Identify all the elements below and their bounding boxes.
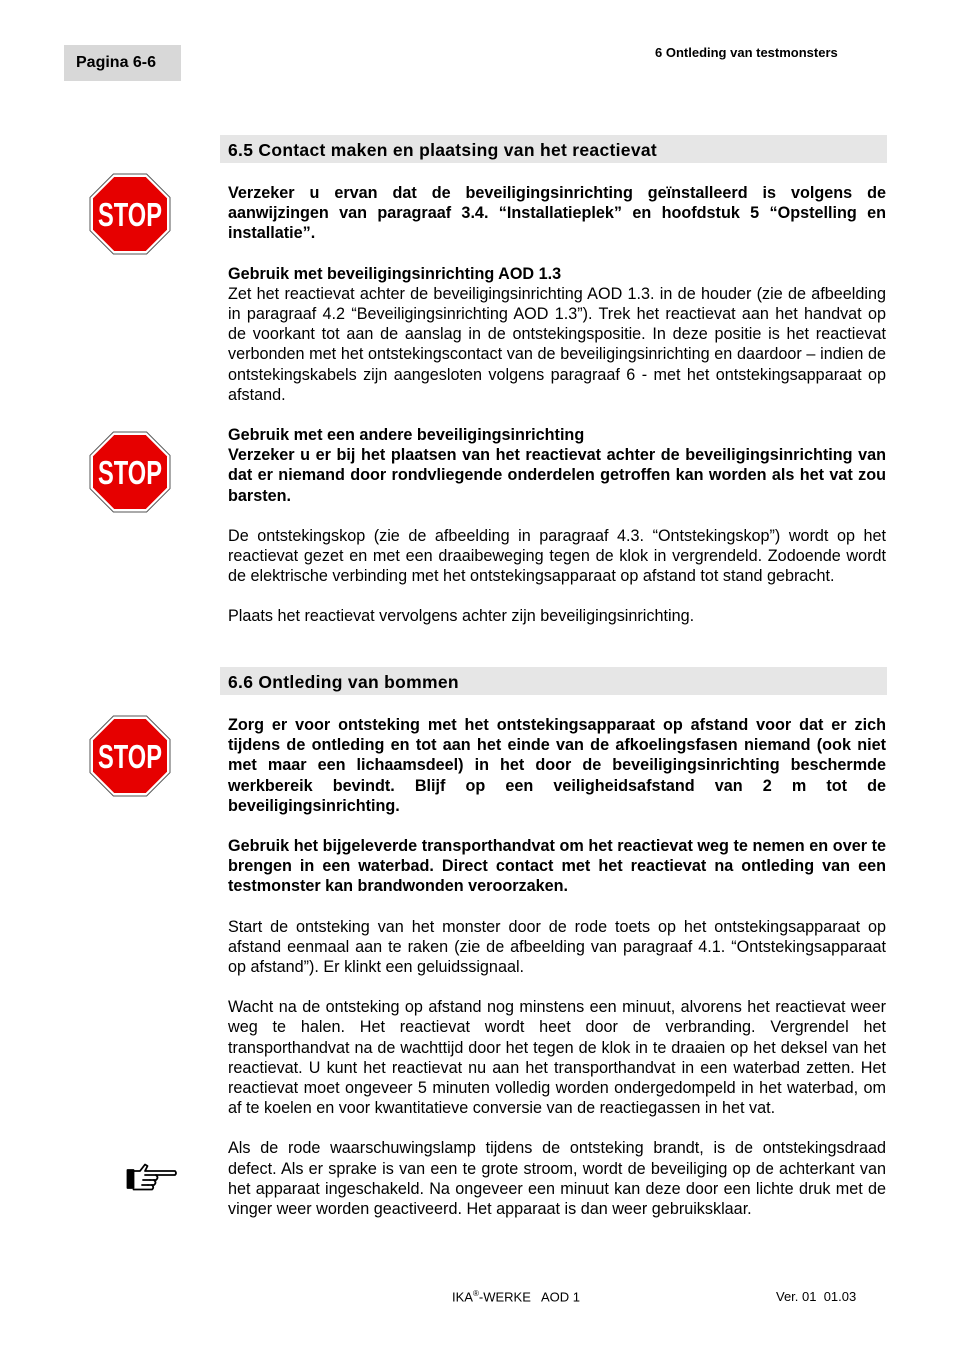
footer-version: Ver. 01 01.03: [776, 1289, 857, 1304]
warning-burns: Gebruik het bijgeleverde transporthandvat om het reactievat weg te nemen en over te brengen in een waterbad. Direct contact met het reactievat na ontleding van een testmonster kan brandwonden veroorzaken.: [228, 837, 886, 896]
paragraph-ignition-head: De ontstekingskop (zie de afbeelding in paragraaf 4.3. “Ontstekingskop”) wordt op het reactievat gezet en met een draaibeweging tegen de klok in vergrendeld. Zodoende wordt de elektrische verbinding met het ontstekingsapparaat op afstand tot stand gebracht.: [228, 526, 886, 586]
page-label: Pagina 6-6: [64, 45, 181, 81]
section-6-6-content: [228, 715, 886, 1219]
paragraph-place-vessel: Plaats het reactievat vervolgens achter zijn beveiligingsinrichting.: [228, 607, 695, 626]
paragraph-wait: Wacht na de ontsteking op afstand nog minstens een minuut, alvorens het reactievat weer weg te halen. Het reactievat wordt heet door de verbranding. Vergrendel het transporthandvat na de wachttijd door het tegen de klok in te draaien op het deksel van het reactievat. U kunt het reactievat nu aan het transporthandvat in een waterbad zetten. Het reactievat moet ongeveer 5 minuten volledig worden ondergedompeld in het waterbad, om af te koelen en voor kwantitatieve conversie van de reactiegassen in het vat.: [228, 998, 886, 1118]
subheading-aod: Gebruik met beveiligingsinrichting AOD 1.3: [228, 264, 562, 283]
subheading-other-device: Gebruik met een andere beveiligingsinrichting: [228, 426, 585, 445]
stop-sign-icon: [90, 174, 170, 254]
warning-remote-ignition: Zorg er voor ontsteking met het ontstekingsapparaat op afstand voor dat er zich tijdens de ontleding en tot aan het einde van de afkoelingsfasen niemand (ook niet met maar een lichaamsdeel) in het door de beveiligingsinrichting beschermde werkbereik bevindt. Blijf op een veiligheidsafstand van 2 m tot de beveiligingsinrichting.: [228, 716, 886, 815]
footer-model: -WERKE AOD 1: [478, 1289, 581, 1305]
stop-sign-icon: [90, 716, 170, 796]
stop-sign-text: STOP: [98, 738, 162, 775]
footer-product: [452, 1289, 580, 1304]
note-warning-lamp: Als de rode waarschuwingslamp tijdens de ontsteking brandt, is de ontstekingsdraad defect. Als er sprake is van een te grote stroom, wordt de beveiliging op de achterkant van het apparaat ingeschakeld. Na ongeveer een minuut kan deze door een lichte druk met de vinger weer worden geactiveerd. Het apparaat is dan weer gebruiksklaar.: [228, 1139, 886, 1219]
stop-sign-text: STOP: [98, 454, 162, 491]
section-6-5-content: [228, 183, 886, 627]
section-heading-6-6: 6.6 Ontleding van bommen: [220, 667, 887, 695]
stop-sign-text: STOP: [98, 196, 162, 233]
registered-mark: ®: [472, 1289, 479, 1298]
paragraph-aod: Zet het reactievat achter de beveiligingsinrichting AOD 1.3. in de houder (zie de afbeelding in paragraaf 4.2 “Beveiligingsinrichting AOD 1.3”). Trek het reactievat aan het handvat op de voorkant tot aan de aanslag in de ontstekingspositie. In deze positie is het reactievat verbonden met het ontstekingscontact van de beveiligingsinrichting en daardoor – indien de ontstekingskabels zijn aangesloten volgens paragraaf 6 - met het ontstekingsapparaat op afstand.: [228, 284, 886, 404]
section-heading-6-5: 6.5 Contact maken en plaatsing van het reactievat: [220, 135, 887, 163]
warning-placement: Verzeker u er bij het plaatsen van het reactievat achter de beveiligingsinrichting van dat er niemand door rondvliegende onderdelen getroffen kan worden als het vat zou barsten.: [228, 446, 886, 505]
chapter-title: 6 Ontleding van testmonsters: [655, 45, 838, 60]
pointing-hand-icon: [126, 1160, 178, 1192]
footer-brand: IKA: [452, 1289, 473, 1305]
warning-installation: Verzeker u ervan dat de beveiligingsinrichting geïnstalleerd is volgens de aanwijzingen van paragraaf 3.4. “Installatieplek” en hoofdstuk 5 “Opstelling en installatie”.: [228, 184, 886, 243]
paragraph-start-ignition: Start de ontsteking van het monster door de rode toets op het ontstekingsapparaat op afstand eenmaal aan te raken (zie de afbeelding van paragraaf 4.1. “Ontstekingsapparaat op afstand”). Er klinkt een geluidssignaal.: [228, 917, 886, 977]
stop-sign-icon: [90, 432, 170, 512]
